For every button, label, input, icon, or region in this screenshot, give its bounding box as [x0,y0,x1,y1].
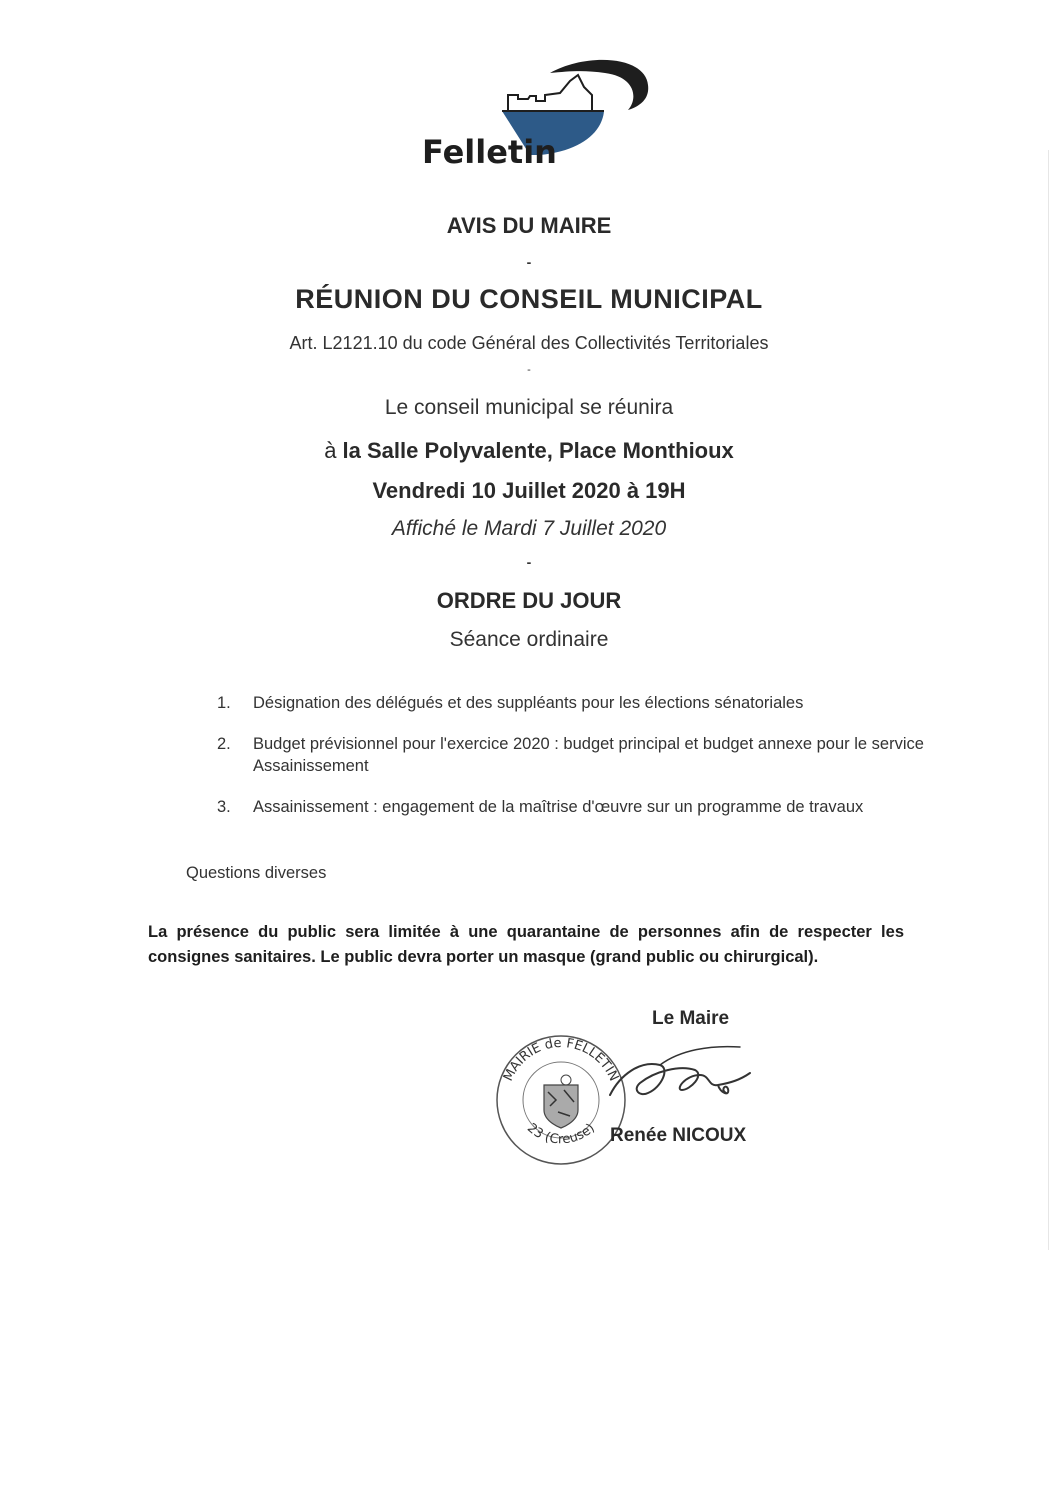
agenda-title: ORDRE DU JOUR [436,588,622,613]
agenda-item-number: 3. [217,798,231,816]
signature-graphic [600,1035,780,1120]
meeting-location [0,438,1058,464]
legal-reference: Art. L2121.10 du code Général des Collectivités Territoriales [289,333,769,353]
location-name: la Salle Polyvalente, Place Monthioux [342,438,734,463]
agenda-item-text: Assainissement : engagement de la maîtrise d'œuvre sur un programme de travaux [253,798,864,816]
agenda-item [217,692,927,714]
notice-heading: AVIS DU MAIRE [446,213,612,238]
mayor-name: Renée NICOUX [610,1125,747,1146]
meeting-intro: Le conseil municipal se réunira [384,396,674,419]
signatory-title: Le Maire [652,1008,730,1029]
agenda-item-text: Budget prévisionnel pour l'exercice 2020 : budget principal et budget annexe pour le service Assainissement [253,735,924,775]
agenda-item-number: 1. [217,694,231,712]
agenda-item-text: Désignation des délégués et des suppléants pour les élections sénatoriales [253,694,804,712]
stamp-text-bottom: 23 (Creuse) [524,1120,598,1148]
stamp-text-top: MAIRIE de FELLETIN [500,1035,622,1084]
other-questions: Questions diverses [186,864,327,882]
separator: - [526,554,532,570]
separator: - [526,254,532,270]
session-type: Séance ordinaire [449,628,609,651]
logo-text: Felletin [422,133,557,171]
handwritten-signature [600,1035,780,1120]
meeting-date: Vendredi 10 Juillet 2020 à 19H [372,478,686,503]
scan-edge-line [1048,150,1049,1250]
agenda-item [217,733,927,777]
agenda-item [217,796,927,818]
meeting-heading: RÉUNION DU CONSEIL MUNICIPAL [295,284,763,314]
public-notice: La présence du public sera limitée à une quarantaine de personnes afin de respecter les consignes sanitaires. Le public devra porter un masque (grand public ou chirurgical). [148,923,904,966]
posted-date: Affiché le Mardi 7 Juillet 2020 [391,517,667,540]
felletin-logo [410,55,660,175]
agenda-item-number: 2. [217,735,231,753]
location-prefix: à [324,438,343,463]
separator: - [527,364,531,376]
